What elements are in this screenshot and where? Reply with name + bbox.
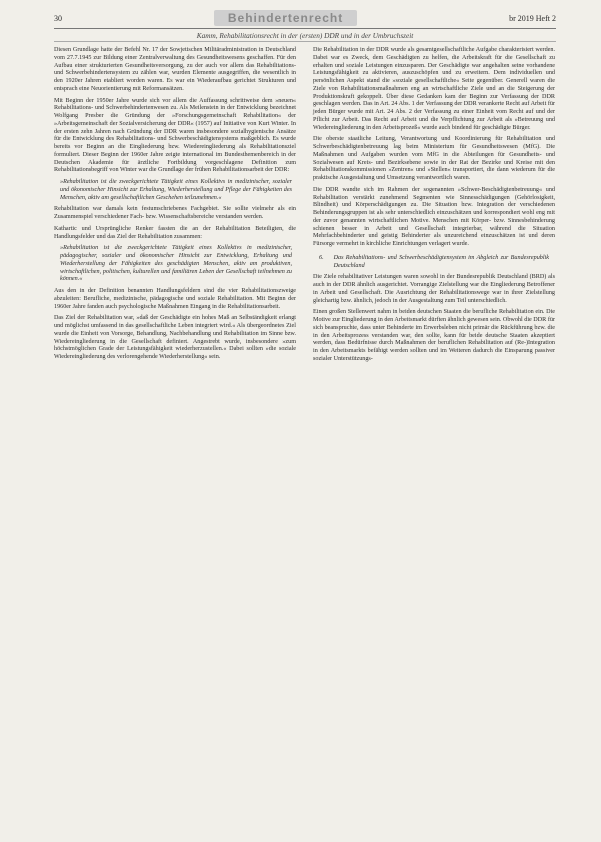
paragraph: Kathartic und Ursprüngliche Renker fassten die an der Rehabilitation Beteiligten, die Handlungsfelder und das Ziel der Rehabilitation zusammen: [54, 225, 296, 240]
paragraph: Aus den in der Definition benannten Handlungsfeldern sind die vier Rehabilitationszweige abzuleiten: Berufliche, medizinische, pädagogische und soziale Rehabilitation. Mit Beginn der 1960er Jahre fanden auch psychologische Maßnahmen Eingang in die Rehabilitationsarbeit. [54, 288, 296, 310]
left-column [54, 47, 296, 366]
paragraph: Das Ziel der Rehabilitation war, »daß der Geschädigte ein hohes Maß an Selbständigkeit erlangt und möglichst umfassend in das gesellschaftliche Leben integriert wird.« Als übergeordnetes Ziel wurde die Einheit von Vorsorge, Behandlung, Nachbehandlung und Rehabilitation im Sinne bzw. Wiedereingliederung in die Gesellschaft definiert. Angestrebt wurde, insbesondere »zum höchstmöglichen Grade der Leistungsfähigkeit wiederherzustellen.« Dabei sollten »die soziale Wiedereingliederung des verlorengehende Wiederherstellung« sein. [54, 315, 296, 360]
running-head: Kamm, Rehabilitationsrecht in der (ersten) DDR und in der Umbruchszeit [196, 31, 414, 40]
paragraph: Rehabilitation war damals kein festumschriebenes Fachgebiet. Sie sollte vielmehr als ein Zusammenspiel verschiedener Fach- bzw. Wissenschaftsbereiche verstanden werden. [54, 206, 296, 220]
paragraph: Diesen Grundlage hatte der Befehl Nr. 17 der Sowjetischen Militäradministration in Deutschland vom 27.7.1945 zur Bildung einer Zentralverwaltung des Gesundheitswesens geschaffen. Für den Aufbau einer strukturierten Gesundheitsversorgung, zu der auch vor allem das Rehabilitations- und Schwerbehindertensystem zu zählen war, wurden Elemente ausgegriffen, die wesentlich in den 1920er Jahren etabliert worden waren. Es war ein Wiederaufbau gerichtet Strukturen und entsprach eine Neuorientierung mit Reformansätzen. [54, 47, 296, 92]
page-number: 30 [54, 13, 62, 23]
paragraph: Die oberste staatliche Leitung, Verantwortung und Koordinierung für Rehabilitation und Schwerbeschädigtenbetreuung lag beim Ministerium für Gesundheitswesen (MfG). Die Maßnahmen und Aufgaben wurden vom MfG in die Abteilungen für Gesundheits- und Sozialwesen auf Kreis- und Bezirksebene sowie in der Rat der Bezirke und Kreise mit den Rehabilitationskommissionen »Zentren« und »Stellen« transportiert, die dann wiederum für die praktische Ausgestaltung und Umsetzung verantwortlich waren. [313, 136, 555, 181]
journal-title: Behindertenrecht [214, 10, 357, 26]
quote: »Rehabilitation ist die zweckgerichtete Tätigkeit eines Kollektivs in medizinischer, sozialer und ökonomischer Hinsicht zur Erhaltung, Wiederherstellung und Pflege der Fähigkeiten des Menschen, aktiv am gesellschaftlichen Geschehen teilzunehmen.« [60, 179, 292, 201]
section-heading [319, 255, 549, 271]
paragraph: Die Rehabilitation in der DDR wurde als gesamtgesellschaftliche Aufgabe charakterisiert werden. Dabei war es Zweck, dem Geschädigten zu helfen, die Arbeitskraft für die Gesellschaft zu erhalten und soziale Leistungen einzusparen. Der Geschädigte war angehalten seine vorhandene Leistungsfähigkeit zu aktivieren, auszuschöpfen und zu erweitern. Dem individuellen und persönlichen Aspekt stand die »soziale gesellschaftliche« Seite gegenüber. Generell waren die Ziele von Rehabilitationsmaßnahmen eng an wirtschaftliche Ziele und an die Steigerung der Produktionskraft gekoppelt. Über diese Gedanken kam der Beginn zur Verfassung der DDR geschlagen werden. Das in Art. 24 Abs. 1 der Verfassung der DDR verankerte Recht auf Arbeit für jeden Bürger wurde mit Art. 24 Abs. 2 der Verfassung zu einer Einheit vom Recht auf und der Pflicht zur Arbeit. Das Recht auf Arbeit und die Verpflichtung zur Arbeit als »Betreuung und Wiedereingliederung in den Arbeitsprozeß« wurde auch bindend für geschädigte Bürger. [313, 47, 555, 131]
header-rule [54, 28, 556, 29]
paragraph: Die DDR wandte sich im Rahmen der sogenannten »Schwer-Beschädigtenbetreuung« und Rehabilitation verstärkt zunehmend Segmenten wie Sinnesschädigungen (Gehörlosigkeit, Blindheit) und Körperschädigungen zu. Die Situation bzw. Integration der verschiedenen Behinderungsgruppen ist als sehr unterschiedlich einzuschätzen und korrespondiert wohl eng mit der zuvor genannten wirtschaftlichen Motive. Menschen mit Körper- bzw. Sinnesbehinderung schienen besser in Arbeit und Gesellschaft integrierbar, während die Situation Mehrfachbehinderter und geistig Behinderter als unzureichend einzuschätzen ist und deren Fürsorge vermehrt in kirchliche Einrichtungen verlagert wurde. [313, 186, 555, 247]
paragraph: Mit Beginn der 1950er Jahre wurde sich vor allem die Auffassung schrittweise dem »neuen« Rehabilitations- und Schwerbehindertenwesen zu. Als Meilenstein in der Entwicklung bezeichnet Wolfgang Presber die Gründung der »Forschungsgemeinschaft Rehabilitation« der »Arbeitsgemeinschaft der Sozialversicherung der DDR« (1957) auf Initiative von Kurt Winter. In der ersten zehn Jahren nach Gründung der DDR waren insbesondere sozialhygienische Ansätze für die Entwicklung des Rehabilitations- und Schwerbeschädigtensystems maßgeblich. Es wurde bereits vor Beginn an die Eingliederung bzw. Wiedereingliederung als Rehabilitationsziel formuliert. Dieser Beginn der 1960er Jahre zeigte international im Bundesthemenbereich in der Deutschen Akademie für ärztliche Fortbildung vorgeschlagene Definition zum Rehabilitationsbegriff von Winter war die Grundlage der frühen Rehabilitationsarbeit der DDR: [54, 97, 296, 174]
running-head-rule [54, 41, 556, 42]
paragraph: Einen großen Stellenwert nahm in beiden deutschen Staaten die berufliche Rehabilitation ein. Die Motive zur Eingliederung in den Arbeitsmarkt dürften ähnlich gewesen sein. Obwohl die DDR für sich beanspruchte, dass unter Behinderte im Erwerbsleben nicht primär die Rückführung bzw. die in den Arbeitsprozess verstanden war, den sollte, kann für beide deutsche Staaten akzeptiert werden, dass Bedürfnisse durch Maßnahmen der beruflichen Rehabilitation auf (Re-)Integration in den Arbeitsmarkts befähigt werden sollten und im Weiteren dadurch die Einsparung passiver sozialer Unterstützungs- [313, 309, 555, 362]
section-number: 6. [319, 254, 324, 261]
paragraph: Die Ziele rehabilitativer Leistungen waren sowohl in der Bundesrepublik Deutschland (BRD) als auch in der DDR ähnlich ausgerichtet. Vorrangige Zielstellung war die Eingliederung Betroffener in Arbeit und Gesellschaft. Die Ausrichtung der Rehabilitationswege war in ihrer Zielstellung gleichartig bzw. ähnlich, jedoch in der Ausgestaltung zum Teil unterschiedlich. [313, 274, 555, 304]
issue-label: br 2019 Heft 2 [509, 13, 556, 23]
section-title: Das Rehabilitations- und Schwerbeschädigtensystem im Abgleich zur Bundesrepublik Deutschland [333, 254, 549, 269]
page-header [54, 10, 556, 26]
quote: »Rehabilitation ist die zweckgerichtete Tätigkeit eines Kollektivs in medizinischer, pädagogischer, sozialer und ökonomischer Hinsicht zur Entwicklung, Erhaltung und Wiederherstellung der Fähigkeiten des geschädigten Menschen, aktiv am produktiven, wirtschaftlichen, politischen, kulturellen und familiären Leben der Gesellschaft teilnehmen zu können.« [60, 245, 292, 283]
right-column [313, 47, 555, 368]
